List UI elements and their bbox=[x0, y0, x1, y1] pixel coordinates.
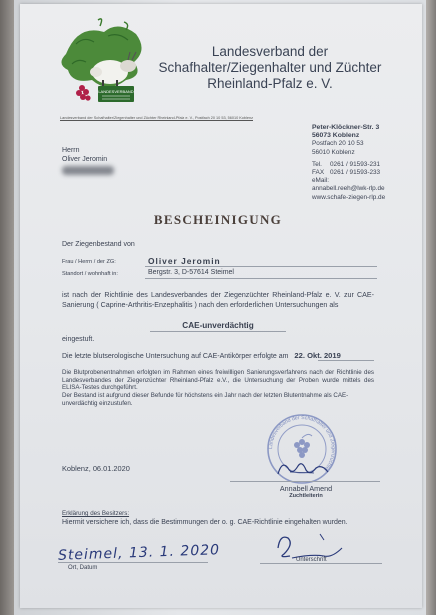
contact-street: Peter-Klöckner-Str. 3 bbox=[312, 124, 380, 131]
signatory-role: Zuchtleiterin bbox=[289, 493, 323, 499]
intro-text: Der Ziegenbestand von bbox=[62, 241, 135, 248]
contact-postbox: Postfach 20 10 53 bbox=[312, 140, 364, 148]
body-paragraph-3: Der Bestand ist aufgrund dieser Befunde für höchstens ein Jahr nach der letzten Blutentnahme als CAE-unverdächtig einzustufen. bbox=[62, 392, 349, 407]
tel-number: 0261 / 91593-231 bbox=[330, 160, 381, 168]
signature-line bbox=[230, 481, 380, 482]
place-date: Koblenz, 06.01.2020 bbox=[62, 464, 130, 473]
owner-date-line bbox=[58, 562, 208, 563]
contact-city: 56073 Koblenz bbox=[312, 132, 360, 140]
last-exam-date: 22. Okt. 2019 bbox=[294, 351, 341, 360]
body-paragraph-2: Die Blutprobenentnahmen erfolgten im Rahmen eines freiwilligen Sanierungsverfahrens nach der Richtlinie des Landesverbandes der Ziegenzüchter Rheinland-Pfalz e.V., die Untersuchung der Proben wurde mittels des ELISA-Testes durchgeführt. bbox=[62, 369, 374, 392]
contact-block bbox=[312, 124, 385, 202]
status-underline bbox=[150, 331, 286, 332]
body-paragraph-1: ist nach der Richtlinie des Landesverbandes der Ziegenzüchter Rheinland-Pfalz e. V. zur CAE-Sanierung ( Caprine-Arthritis-Enzephalitis ) nach den erforderlichen Untersuchungen als bbox=[62, 291, 374, 309]
classified-text: eingestuft. bbox=[62, 336, 95, 343]
declaration-heading: Erklärung des Besitzers: bbox=[62, 510, 130, 517]
official-signature bbox=[270, 456, 340, 480]
logo-text: LANDESVERBAND bbox=[98, 89, 134, 94]
owner-underline bbox=[145, 266, 377, 267]
fax-label: FAX bbox=[312, 169, 325, 177]
place-date-label: Ort, Datum bbox=[68, 565, 98, 571]
signature-label: Unterschrift bbox=[296, 557, 327, 563]
signatory-name: Annabell Amend bbox=[279, 484, 333, 493]
owner-value: Oliver Jeromin bbox=[148, 256, 221, 266]
contact-postbox-city: 56010 Koblenz bbox=[312, 148, 355, 156]
last-exam-label: Die letzte blutserologische Untersuchung auf CAE-Antikörper erfolgte am bbox=[62, 353, 289, 360]
association-logo bbox=[48, 14, 156, 110]
email-address: annabell.reeh@lwk-rlp.de bbox=[312, 185, 385, 193]
location-label: Standort / wohnhaft in: bbox=[62, 271, 118, 277]
stamp-ring-text: Landesverband der Schafhalter und Ziegenzüchter bbox=[267, 414, 337, 473]
recipient-salutation: Herrn bbox=[62, 147, 80, 154]
sender-line: Landesverband der Schafhalter/Ziegenhalter und Züchter Rheinland-Pfalz e. V., Postfach 20 10 53, 56010 Koblenz bbox=[60, 116, 253, 120]
org-line-3: Rheinland-Pfalz e. V. bbox=[207, 76, 333, 91]
folder-binding-left bbox=[0, 0, 14, 615]
last-exam-text bbox=[62, 351, 341, 360]
goat-icon bbox=[120, 60, 136, 72]
tel-label: Tel. bbox=[312, 160, 322, 168]
location-underline bbox=[145, 278, 377, 279]
recipient-address bbox=[62, 146, 107, 164]
owner-label: Frau / Herrn / der ZG: bbox=[62, 259, 116, 265]
status-text: CAE-unverdächtig bbox=[182, 321, 254, 330]
last-exam-underline bbox=[318, 360, 374, 361]
document-title: BESCHEINIGUNG bbox=[153, 212, 283, 227]
organization-heading bbox=[150, 44, 390, 92]
folder-binding-right bbox=[426, 0, 436, 615]
org-line-1: Landesverband der bbox=[211, 44, 329, 59]
website: www.schafe-ziegen-rlp.de bbox=[312, 193, 386, 201]
declaration-text: Hiermit versichere ich, dass die Bestimmungen der o. g. CAE-Richtlinie eingehalten wurden. bbox=[62, 519, 348, 526]
owner-signature-line bbox=[260, 563, 382, 564]
recipient-name: Oliver Jeromin bbox=[62, 156, 108, 163]
fax-number: 0261 / 91593-233 bbox=[330, 169, 381, 177]
org-line-2: Schafhalter/Ziegenhalter und Züchter bbox=[158, 60, 382, 75]
location-value: Bergstr. 3, D-57614 Steimel bbox=[148, 269, 234, 276]
handwritten-place-date: Steimel, 13. 1. 2020 bbox=[57, 542, 221, 564]
redacted-address bbox=[62, 166, 114, 175]
email-label: eMail: bbox=[312, 177, 330, 185]
